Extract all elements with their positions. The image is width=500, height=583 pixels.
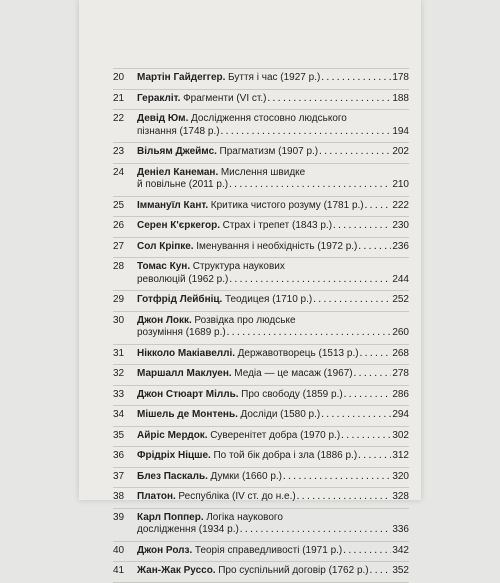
entry-body <box>137 220 409 233</box>
leader-dots <box>319 146 391 159</box>
entry-number: 29 <box>113 294 125 305</box>
entry-page-number: 342 <box>392 544 409 556</box>
entry-author: Платон. <box>137 491 176 502</box>
entry-work: Суверенітет добра (1970 р.) <box>210 429 341 441</box>
entry-number: 30 <box>113 314 125 326</box>
entry-work: Медіа — це масаж (1967) <box>234 368 353 379</box>
entry-body <box>137 389 409 402</box>
entry-author: Карл Поппер. <box>137 511 204 523</box>
entry-page-number: 230 <box>392 220 409 231</box>
toc-entry <box>113 311 409 344</box>
entry-number: 21 <box>113 92 125 104</box>
entry-work: Досліди (1580 р.) <box>240 409 321 420</box>
entry-page-number: 302 <box>392 429 409 441</box>
entry-text <box>137 261 285 272</box>
entry-number: 33 <box>113 388 125 400</box>
toc-entry <box>113 508 409 541</box>
entry-work: Буття і час (1927 р.) <box>228 72 321 83</box>
toc-entry <box>113 163 409 196</box>
entry-text <box>137 315 296 326</box>
entry-body <box>137 315 409 340</box>
entry-leader-line <box>137 450 409 463</box>
entry-page-number: 268 <box>392 347 409 359</box>
entry-text <box>137 368 353 381</box>
leader-dots <box>229 179 391 192</box>
entry-author: Блез Паскаль. <box>137 470 208 482</box>
entry-line <box>137 113 409 126</box>
toc-entry <box>113 216 409 237</box>
entry-leader-line <box>137 179 409 192</box>
entry-page-number: 286 <box>392 388 409 400</box>
entry-text <box>137 241 357 254</box>
entry-number: 22 <box>113 113 125 124</box>
entry-text <box>137 72 320 85</box>
entry-page-number: 236 <box>392 240 409 252</box>
toc-entry <box>113 89 409 110</box>
entry-body <box>137 261 409 286</box>
entry-text <box>137 274 228 287</box>
entry-work: Державотворець (1513 р.) <box>237 347 359 359</box>
entry-leader-line <box>137 327 409 340</box>
entry-page-number: 328 <box>392 491 409 502</box>
table-of-contents <box>113 68 409 583</box>
entry-leader-line <box>137 274 409 287</box>
toc-entry <box>113 237 409 258</box>
entry-body <box>137 545 409 558</box>
toc-entry <box>113 344 409 365</box>
leader-dots <box>360 348 392 361</box>
leader-dots <box>313 294 391 307</box>
toc-entry <box>113 257 409 290</box>
entry-page-number: 252 <box>392 294 409 305</box>
entry-number: 28 <box>113 261 125 272</box>
entry-work: Теорія справедливості (1971 р.) <box>194 544 343 556</box>
entry-work: Думки (1660 р.) <box>210 470 283 482</box>
entry-leader-line <box>137 126 409 139</box>
toc-entry <box>113 142 409 163</box>
entry-leader-line <box>137 72 409 85</box>
entry-leader-line <box>137 294 409 307</box>
entry-page-number: 202 <box>392 146 409 157</box>
entry-leader-line <box>137 389 409 402</box>
entry-body <box>137 93 409 106</box>
leader-dots <box>221 126 392 139</box>
entry-number: 34 <box>113 409 125 420</box>
leader-dots <box>297 491 392 504</box>
entry-author: Нікколо Макіавеллі. <box>137 347 236 359</box>
entry-author: Мішель де Монтень. <box>137 409 238 420</box>
entry-number: 32 <box>113 368 125 379</box>
entry-author: Вільям Джеймс. <box>137 146 217 157</box>
entry-page-number: 244 <box>392 273 409 285</box>
entry-text <box>137 179 228 192</box>
entry-body <box>137 512 409 537</box>
entry-line <box>137 261 409 274</box>
entry-work: Розвідка про людське <box>194 314 296 326</box>
entry-text <box>137 220 332 233</box>
entry-text <box>137 294 312 307</box>
entry-author: Серен К'єркегор. <box>137 220 220 231</box>
entry-body <box>137 113 409 138</box>
entry-page-number: 294 <box>392 409 409 420</box>
entry-work: Структура наукових <box>192 261 285 272</box>
entry-page-number: 194 <box>392 125 409 137</box>
entry-page-number: 278 <box>392 368 409 379</box>
entry-author: Готфрід Лейбніц. <box>137 294 223 305</box>
leader-dots <box>283 471 391 484</box>
toc-entry <box>113 405 409 426</box>
entry-page-number: 222 <box>392 199 409 211</box>
entry-work: революцій (1962 р.) <box>137 273 229 285</box>
entry-number: 20 <box>113 72 125 83</box>
entry-text <box>137 524 239 537</box>
entry-number: 24 <box>113 166 125 178</box>
entry-author: Джон Локк. <box>137 314 192 326</box>
entry-author: Деніел Канеман. <box>137 166 219 178</box>
entry-author: Джон Стюарт Мілль. <box>137 388 239 400</box>
entry-number: 25 <box>113 199 125 211</box>
entry-work: пізнання (1748 р.) <box>137 125 220 137</box>
entry-work: Фрагменти (VI ст.) <box>183 92 267 104</box>
entry-number: 39 <box>113 511 125 523</box>
entry-leader-line <box>137 565 409 578</box>
entry-text <box>137 565 369 578</box>
leader-dots <box>321 72 391 85</box>
entry-body <box>137 430 409 443</box>
entry-work: Прагматизм (1907 р.) <box>219 146 319 157</box>
entry-work: Республіка (IV ст. до н.е.) <box>178 491 296 502</box>
entry-page-number: 260 <box>392 327 409 338</box>
toc-entry <box>113 561 409 583</box>
entry-page-number: 320 <box>392 470 409 482</box>
entry-text <box>137 545 342 558</box>
entry-body <box>137 294 409 307</box>
entry-number: 27 <box>113 240 125 252</box>
entry-leader-line <box>137 368 409 381</box>
leader-dots <box>321 409 391 422</box>
toc-entry <box>113 426 409 447</box>
leader-dots <box>370 565 392 578</box>
entry-text <box>137 450 357 463</box>
entry-work: розуміння (1689 р.) <box>137 327 226 338</box>
entry-text <box>137 471 282 484</box>
entry-work: Іменування і необхідність (1972 р.) <box>196 240 358 252</box>
entry-work: Мислення швидке <box>220 166 306 178</box>
entry-number: 37 <box>113 470 125 482</box>
entry-text <box>137 327 226 340</box>
entry-leader-line <box>137 545 409 558</box>
entry-author: Фрідріх Ніцше. <box>137 450 211 461</box>
entry-work: й повільне (2011 р.) <box>137 179 229 190</box>
entry-work: Теодицея (1710 р.) <box>224 294 313 305</box>
entry-leader-line <box>137 524 409 537</box>
entry-text <box>137 146 318 159</box>
entry-page-number: 352 <box>392 565 409 576</box>
entry-number: 41 <box>113 565 125 576</box>
entry-work: Дослідження стосовно людського <box>190 113 347 124</box>
entry-body <box>137 146 409 159</box>
entry-leader-line <box>137 409 409 422</box>
entry-leader-line <box>137 241 409 254</box>
entry-text <box>137 491 296 504</box>
entry-body <box>137 348 409 361</box>
leader-dots <box>365 200 392 213</box>
entry-author: Жан-Жак Руссо. <box>137 565 216 576</box>
toc-entry <box>113 467 409 488</box>
toc-entry <box>113 385 409 406</box>
entry-line <box>137 512 409 525</box>
entry-work: Логіка наукового <box>206 511 283 523</box>
entry-author: Іммануїл Кант. <box>137 199 209 211</box>
entry-text <box>137 348 359 361</box>
toc-entry <box>113 68 409 89</box>
entry-text <box>137 113 347 124</box>
entry-leader-line <box>137 220 409 233</box>
leader-dots <box>229 274 391 287</box>
entry-author: Джон Ролз. <box>137 544 193 556</box>
entry-text <box>137 512 283 523</box>
leader-dots <box>240 524 392 537</box>
entry-text <box>137 126 220 139</box>
book-page <box>79 0 421 576</box>
entry-author: Девід Юм. <box>137 113 189 124</box>
entry-work: Критика чистого розуму (1781 р.) <box>210 199 364 211</box>
leader-dots <box>358 450 391 463</box>
entry-number: 35 <box>113 429 125 441</box>
leader-dots <box>358 241 391 254</box>
entry-body <box>137 167 409 192</box>
entry-leader-line <box>137 146 409 159</box>
entry-body <box>137 241 409 254</box>
entry-author: Маршалл Маклуен. <box>137 368 232 379</box>
entry-body <box>137 450 409 463</box>
entry-number: 38 <box>113 491 125 502</box>
entry-text <box>137 167 305 178</box>
toc-entry <box>113 290 409 311</box>
entry-line <box>137 167 409 180</box>
entry-author: Мартін Гайдеггер. <box>137 72 226 83</box>
entry-text <box>137 389 343 402</box>
entry-line <box>137 315 409 328</box>
entry-work: Про свободу (1859 р.) <box>241 388 343 400</box>
leader-dots <box>344 389 392 402</box>
entry-body <box>137 471 409 484</box>
entry-body <box>137 200 409 213</box>
entry-body <box>137 72 409 85</box>
entry-page-number: 178 <box>392 72 409 83</box>
leader-dots <box>333 220 391 233</box>
entry-author: Томас Кун. <box>137 261 191 272</box>
entry-page-number: 188 <box>392 92 409 104</box>
entry-body <box>137 491 409 504</box>
entry-work: По той бік добра і зла (1886 р.) <box>213 450 358 461</box>
leader-dots <box>341 430 391 443</box>
entry-body <box>137 368 409 381</box>
entry-text <box>137 200 364 213</box>
entry-page-number: 336 <box>392 524 409 535</box>
entry-author: Сол Кріпке. <box>137 240 194 252</box>
entry-number: 31 <box>113 347 125 359</box>
entry-number: 23 <box>113 146 125 157</box>
entry-work: Про суспільний договір (1762 р.) <box>218 565 369 576</box>
toc-entry <box>113 364 409 385</box>
entry-number: 40 <box>113 544 125 556</box>
entry-page-number: 312 <box>392 450 409 461</box>
toc-entry <box>113 541 409 562</box>
toc-entry <box>113 487 409 508</box>
entry-author: Геракліт. <box>137 92 181 104</box>
leader-dots <box>267 93 391 106</box>
leader-dots <box>354 368 392 381</box>
entry-body <box>137 409 409 422</box>
entry-text <box>137 93 266 106</box>
entry-text <box>137 409 320 422</box>
entry-leader-line <box>137 491 409 504</box>
toc-entry <box>113 196 409 217</box>
entry-author: Айріс Мердок. <box>137 429 208 441</box>
entry-leader-line <box>137 430 409 443</box>
leader-dots <box>343 545 391 558</box>
entry-number: 36 <box>113 450 125 461</box>
entry-page-number: 210 <box>392 179 409 190</box>
entry-leader-line <box>137 93 409 106</box>
entry-body <box>137 565 409 578</box>
entry-work: Страх і трепет (1843 р.) <box>222 220 333 231</box>
entry-work: дослідження (1934 р.) <box>137 524 239 535</box>
toc-entry <box>113 446 409 467</box>
entry-leader-line <box>137 471 409 484</box>
entry-leader-line <box>137 200 409 213</box>
leader-dots <box>227 327 392 340</box>
entry-leader-line <box>137 348 409 361</box>
toc-entry <box>113 109 409 142</box>
entry-number: 26 <box>113 220 125 231</box>
entry-text <box>137 430 340 443</box>
